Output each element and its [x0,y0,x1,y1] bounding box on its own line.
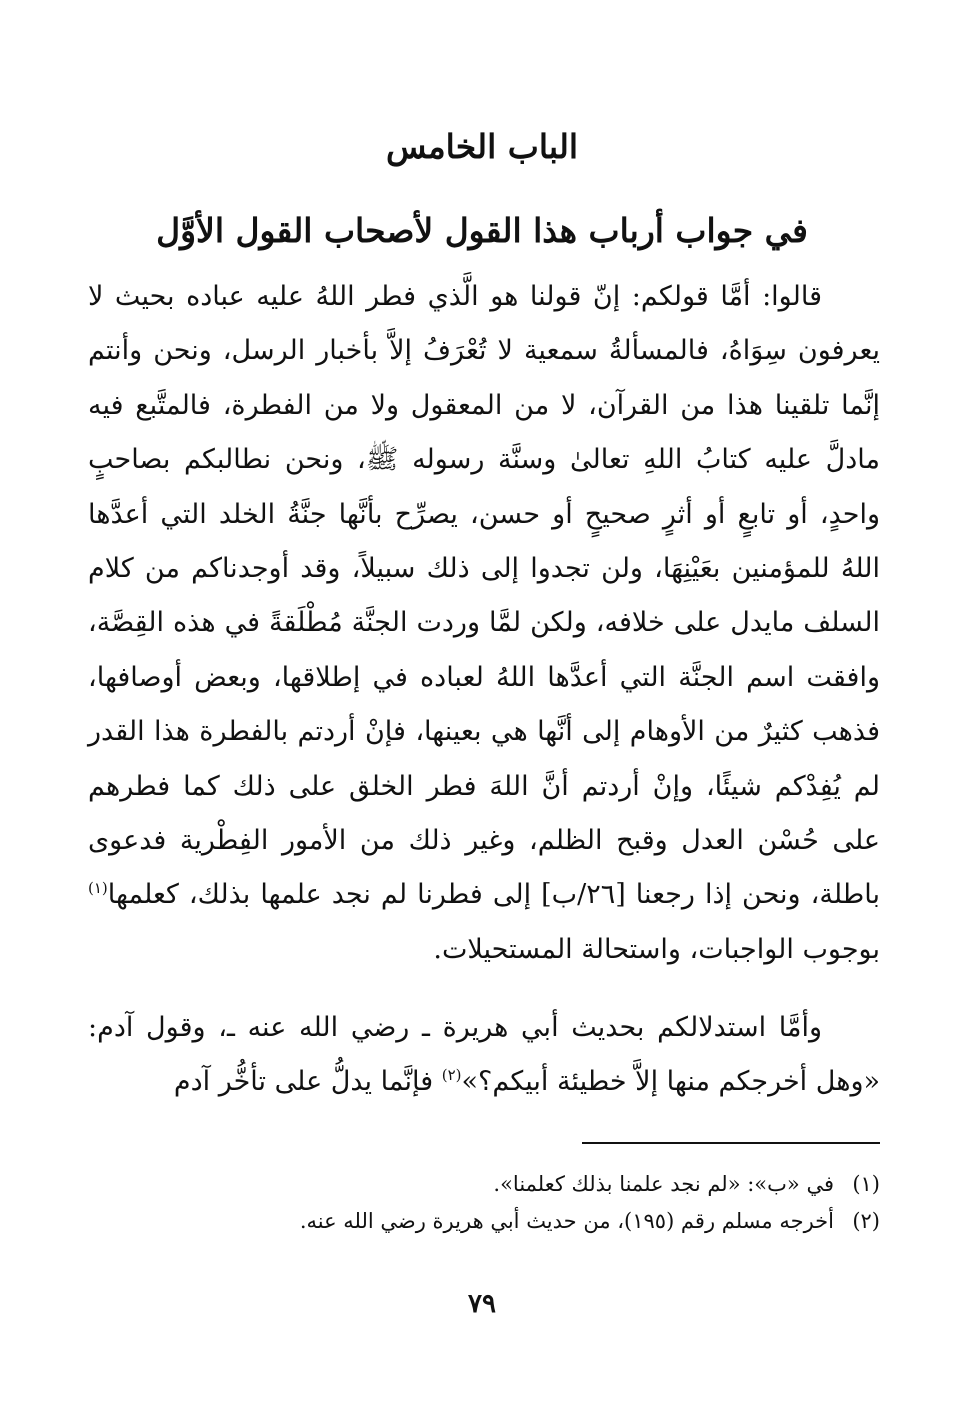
footnote-item [88,1203,880,1240]
footnote-text: أخرجه مسلم رقم (١٩٥)، من حديث أبي هريرة رضي الله عنه. [299,1209,834,1233]
body-paragraph-2 [88,1001,880,1110]
footnote-reference[interactable]: (١) [88,879,108,898]
footnote-number: (١) [852,1172,880,1196]
paragraph-text-main: قالوا: أمَّا قولكم: إنّ قولنا هو الَّذي فطر اللهُ عليه عباده بحيث لا يعرفون سِوَاهُ، فالمسألةُ سمعية لا تُعْرَفُ إلاَّ بأخبار الرسل، ونحن وأنتم إنَّما تلقينا هذا من القرآن، لا من المعقول ولا من الفطرة، فالمتَّبع فيه مادلَّ عليه كتابُ اللهِ تعالىٰ وسنَّة رسوله ﷺ، ونحن نطالبكم بصاحبٍ واحدٍ، أو تابعٍ أو أثرٍ صحيحٍ أو حسن، يصرِّح بأنَّها جنَّةُ الخلد التي أعدَّها اللهُ للمؤمنين بعَيْنِهَا، ولن تجدوا إلى ذلك سبيلاً، وقد أوجدناكم من كلام السلف مايدل على خلافه، ولكن لمَّا وردت الجنَّة مُطْلَقةً في هذه القِصَّة، وافقت اسم الجنَّة التي أعدَّها اللهُ لعباده في إطلاقها، وبعض أوصافها، فذهب كثيرٌ من الأوهام إلى أنَّها هي بعينها، فإنْ أردتم بالفطرة هذا القدر لم يُفِدْكم شيئًا، وإنْ أردتم أنَّ اللهَ فطر الخلق على ذلك كما فطرهم على حُسْن العدل وقبح الظلم، وغير ذلك من الأمور الفِطْرية فدعوى باطلة، ونحن إذا رجعنا [٢٦/ب] إلى فطرنا لم نجد علمها بذلك، كعلمها [88,281,880,911]
paragraph-text-main: وأمَّا استدلالكم بحديث أبي هريرة ـ رضي الله عنه ـ، وقول آدم: «وهل أخرجكم منها إلاَّ خطيئة أبيكم؟» [88,1012,880,1098]
paragraph-text [88,1001,880,1110]
footnote-divider [582,1142,880,1144]
paragraph-text [88,270,880,977]
footnote-reference[interactable]: (٢) [441,1066,462,1085]
chapter-title: الباب الخامس [385,127,579,166]
footnote-text: في «ب»: «لم نجد علمنا بذلك كعلمنا». [493,1172,834,1196]
paragraph-text-tail: فإنَّما يدلُّ على تأخُّر آدم [173,1066,442,1098]
footnote-item [88,1166,880,1203]
section-title: في جواب أرباب هذا القول لأصحاب القول الأوَّل [156,211,808,250]
footnotes [88,1166,880,1240]
paragraph-text-tail: بوجوب الواجبات، واستحالة المستحيلات. [433,933,880,965]
body-paragraph-1 [88,270,880,977]
page-number: ٧٩ [468,1289,496,1319]
footnote-number: (٢) [852,1209,880,1233]
